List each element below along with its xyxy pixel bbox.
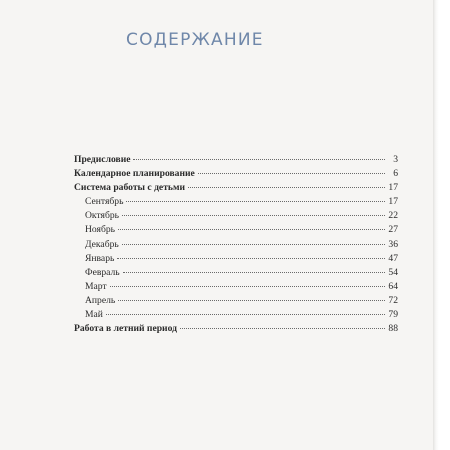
toc-entry-page: 6 bbox=[393, 168, 398, 180]
dot-leader bbox=[133, 158, 385, 160]
toc-entry-work-system[interactable] bbox=[74, 181, 398, 195]
toc-entry-page: 64 bbox=[388, 280, 398, 292]
toc-entry-label: Май bbox=[85, 309, 103, 321]
dot-leader bbox=[123, 271, 385, 273]
toc-entry-label: Работа в летний период bbox=[74, 323, 177, 335]
toc-entry-label: Сентябрь bbox=[85, 196, 124, 208]
toc-entry-november[interactable] bbox=[74, 223, 398, 237]
toc-entry-february[interactable] bbox=[74, 266, 398, 280]
toc-entry-label: Система работы с детьми bbox=[74, 182, 186, 194]
toc-entry-page: 79 bbox=[388, 309, 398, 321]
toc-entry-december[interactable] bbox=[74, 238, 398, 252]
toc-entry-label: Январь bbox=[85, 252, 115, 264]
toc-entry-summer-period[interactable] bbox=[74, 322, 398, 336]
toc-entry-label: Апрель bbox=[85, 294, 116, 306]
toc-entry-october[interactable] bbox=[74, 209, 398, 223]
toc-entry-page: 36 bbox=[388, 238, 398, 250]
toc-entry-label: Март bbox=[85, 280, 107, 292]
toc-entry-page: 47 bbox=[388, 252, 398, 264]
toc-entry-label: Предисловие bbox=[74, 154, 131, 165]
toc-entry-march[interactable] bbox=[74, 280, 398, 294]
toc-entry-page: 88 bbox=[388, 323, 398, 335]
toc-entry-page: 17 bbox=[388, 182, 398, 194]
dot-leader bbox=[180, 327, 385, 329]
table-of-contents bbox=[74, 153, 398, 336]
dot-leader bbox=[110, 285, 385, 287]
dot-leader bbox=[126, 200, 385, 202]
dot-leader bbox=[122, 214, 385, 216]
toc-entry-label: Декабрь bbox=[85, 238, 119, 250]
page-title: СОДЕРЖАНИЕ bbox=[126, 30, 264, 50]
toc-entry-label: Ноябрь bbox=[85, 224, 116, 236]
toc-entry-may[interactable] bbox=[74, 308, 398, 322]
toc-entry-april[interactable] bbox=[74, 294, 398, 308]
toc-entry-calendar-planning[interactable] bbox=[74, 167, 398, 181]
toc-entry-page: 3 bbox=[393, 154, 398, 165]
dot-leader bbox=[188, 186, 385, 188]
dot-leader bbox=[198, 172, 385, 174]
toc-entry-page: 27 bbox=[388, 224, 398, 236]
toc-entry-page: 72 bbox=[388, 294, 398, 306]
page-edge-shadow bbox=[433, 0, 450, 450]
toc-entry-january[interactable] bbox=[74, 252, 398, 266]
dot-leader bbox=[118, 299, 385, 301]
dot-leader bbox=[118, 228, 385, 230]
toc-entry-page: 17 bbox=[388, 196, 398, 208]
toc-entry-label: Октябрь bbox=[85, 210, 119, 222]
toc-entry-label: Февраль bbox=[85, 266, 120, 278]
toc-entry-page: 54 bbox=[388, 266, 398, 278]
toc-entry-september[interactable] bbox=[74, 195, 398, 209]
dot-leader bbox=[122, 243, 385, 245]
toc-entry-preface[interactable] bbox=[74, 153, 398, 167]
dot-leader bbox=[106, 313, 385, 315]
toc-entry-label: Календарное планирование bbox=[74, 168, 195, 180]
dot-leader bbox=[117, 257, 385, 259]
toc-entry-page: 22 bbox=[388, 210, 398, 222]
